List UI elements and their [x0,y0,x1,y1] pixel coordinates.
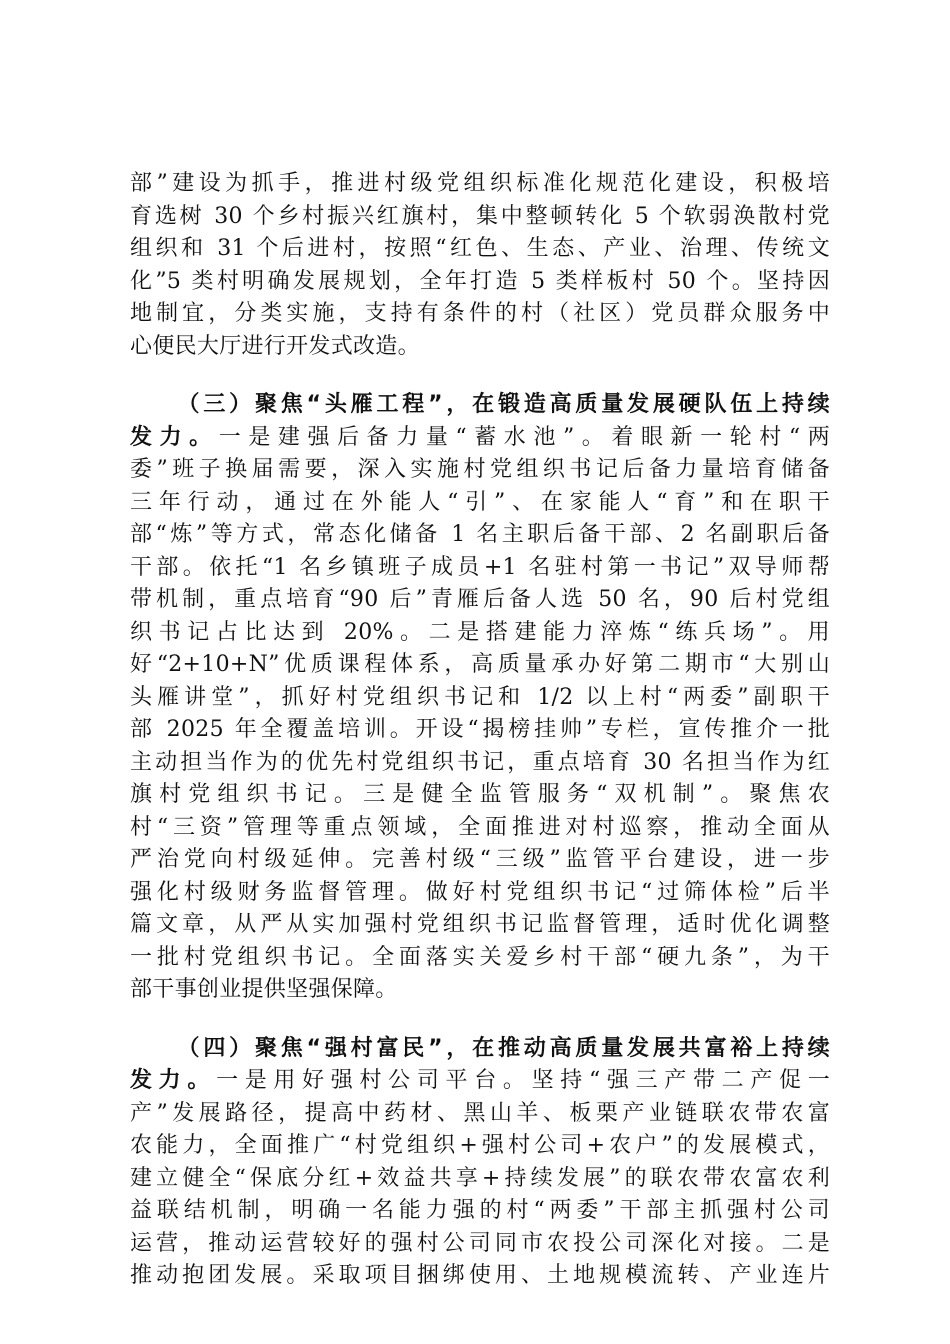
text-line: 建立健全“保底分红+效益共享+持续发展”的联农带农富农利 [130,1165,830,1191]
text-line: 部干事创业提供坚强保障。 [130,977,398,1002]
text-line: 部“炼”等方式，常态化储备 1 名主职后备干部、2 名副职后备 [130,522,830,547]
document-page [130,168,830,1293]
paragraph-3 [130,1033,830,1293]
text-line: 部”建设为抓手，推进村级党组织标准化规范化建设，积极培 [130,171,830,196]
text-line: 益联结机制，明确一名能力强的村“两委”干部主抓强村公司 [130,1198,830,1223]
text-line: 头雁讲堂”，抓好村党组织书记和 1/2 以上村“两委”副职干 [130,684,830,710]
section-heading: （四）聚焦“强村富民”，在推动高质量发展共富裕上持续 [174,1035,830,1061]
text-line: 部 2025 年全覆盖培训。开设“揭榜挂帅”专栏，宣传推介一批 [130,717,830,742]
text-line: 一批村党组织书记。全面落实关爱乡村干部“硬九条”，为干 [130,944,830,970]
text-segment: 一是用好强村公司平台。坚持“强三产带二产促一 [216,1068,830,1093]
text-line: 农能力，全面推广“村党组织+强村公司+农户”的发展模式， [130,1133,830,1158]
paragraph-2 [130,389,830,1007]
text-line: 织书记占比达到 20%。二是搭建能力淬炼“练兵场”。用 [130,619,830,645]
text-line: 育选树 30 个乡村振兴红旗村，集中整顿转化 5 个软弱涣散村党 [130,203,830,229]
text-line: 带机制，重点培育“90 后”青雁后备人选 50 名，90 后村党组 [130,587,830,612]
text-line: 好“2+10+N”优质课程体系，高质量承办好第二期市“大别山 [130,652,830,677]
text-line: 三年行动，通过在外能人“引”、在家能人“育”和在职干 [130,489,830,515]
text-line: 篇文章，从严从实加强村党组织书记监督管理，适时优化调整 [130,912,830,937]
section-heading-line [130,1033,830,1066]
text-line: 地制宜，分类实施，支持有条件的村（社区）党员群众服务中 [130,301,830,326]
text-line: 组织和 31 个后进村，按照“红色、生态、产业、治理、传统文 [130,236,830,261]
text-line: 严治党向村级延伸。完善村级“三级”监管平台建设，进一步 [130,847,830,872]
text-line: 旗村党组织书记。三是健全监管服务“双机制”。聚焦农 [130,782,830,807]
text-line: 推动抱团发展。采取项目捆绑使用、土地规模流转、产业连片 [130,1263,830,1288]
section-heading-tail: 发力。 [130,1068,217,1093]
text-line: 主动担当作为的优先村党组织书记，重点培育 30 名担当作为红 [130,749,830,775]
text-line: 村“三资”管理等重点领域，全面推进对村巡察，推动全面从 [130,814,830,840]
section-heading: （三）聚焦“头雁工程”，在锻造高质量发展硬队伍上持续 [174,392,830,417]
text-line [130,422,830,455]
text-line: 化”5 类村明确发展规划，全年打造 5 类样板村 50 个。坚持因 [130,268,830,294]
text-line: 委”班子换届需要，深入实施村党组织书记后备力量培育储备 [130,457,830,482]
text-line: 运营，推动运营较好的强村公司同市农投公司深化对接。二是 [130,1230,830,1256]
text-line: 心便民大厅进行开发式改造。 [130,333,420,359]
section-heading-line [130,389,830,422]
section-heading-tail: 发力。 [130,424,219,450]
text-line: 干部。依托“1 名乡镇班子成员+1 名驻村第一书记”双导师帮 [130,554,830,580]
text-line [130,1065,830,1098]
text-line: 产”发展路径，提高中药材、黑山羊、板栗产业链联农带农富 [130,1100,830,1126]
paragraph-1 [130,168,830,363]
text-line: 强化村级财务监督管理。做好村党组织书记“过筛体检”后半 [130,879,830,905]
text-segment: 一是建强后备力量“蓄水池”。着眼新一轮村“两 [218,424,830,450]
